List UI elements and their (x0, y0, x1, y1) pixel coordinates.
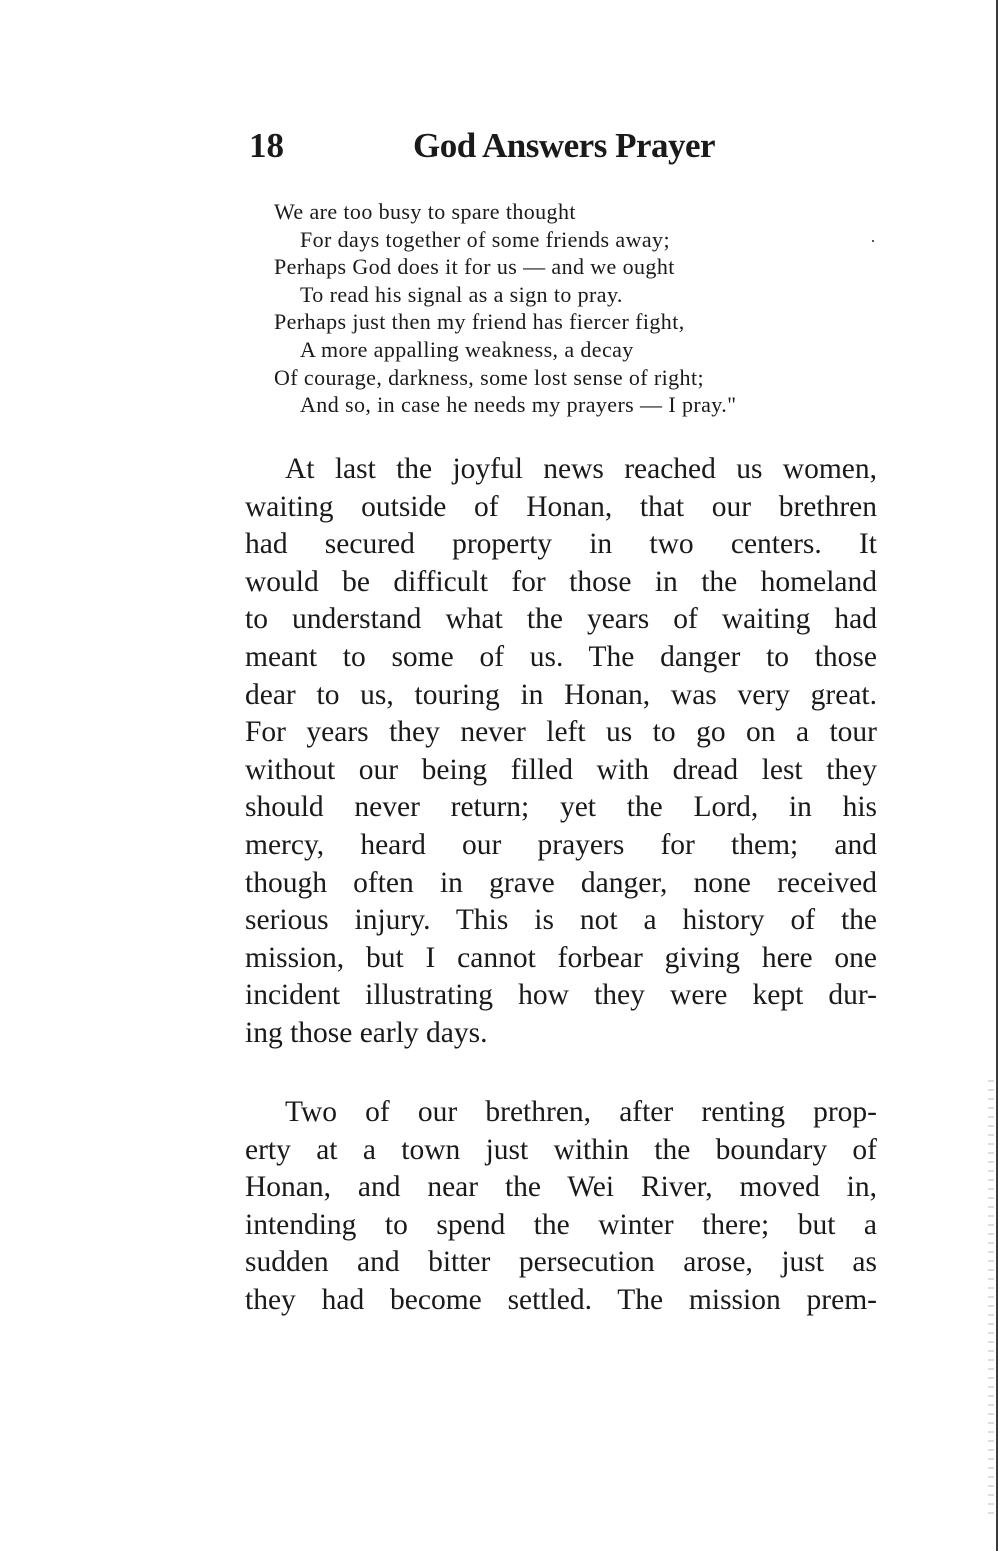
poem-line: A more appalling weakness, a decay (300, 336, 634, 362)
page-header (245, 118, 885, 174)
paragraph-line: serious injury. This is not a history of the (245, 904, 877, 937)
paragraph-line: dear to us, touring in Honan, was very great. (245, 678, 877, 711)
page-number: 18 (249, 126, 284, 165)
poem-line: Perhaps God does it for us — and we ought (274, 254, 675, 280)
paragraph-line: For years they never left us to go on a tour (245, 716, 877, 749)
paragraph-line: would be difficult for those in the homeland (245, 565, 877, 598)
paragraph-line: mercy, heard our prayers for them; and (245, 828, 877, 861)
poem-line: To read his signal as a sign to pray. (300, 281, 623, 307)
poem-line: Perhaps just then my friend has fiercer fight, (274, 309, 685, 335)
paragraph-line: though often in grave danger, none received (245, 866, 877, 899)
poem-line: We are too busy to spare thought (274, 199, 576, 224)
paragraph-line: had secured property in two centers. It (245, 528, 877, 561)
paragraph-line: mission, but I cannot forbear giving here one (245, 941, 877, 974)
paragraph-line: waiting outside of Honan, that our brethren (245, 490, 877, 523)
poem-line: For days together of some friends away; (300, 226, 670, 252)
scan-speck (872, 240, 874, 242)
paragraph-line: sudden and bitter persecution arose, just as (245, 1246, 877, 1279)
poem-line: Of courage, darkness, some lost sense of right; (274, 364, 704, 390)
poem-line: And so, in case he needs my prayers — I pray." (300, 392, 737, 418)
scan-edge-line (996, 0, 998, 1551)
paragraph-line: without our being filled with dread lest they (245, 753, 877, 786)
body-paragraph (245, 451, 877, 1053)
paragraph-line: At last the joyful news reached us women, (285, 453, 877, 485)
paragraph-line: should never return; yet the Lord, in his (245, 791, 877, 824)
paragraph-line: meant to some of us. The danger to those (245, 640, 877, 673)
paragraph-line: Two of our brethren, after renting prop- (285, 1096, 877, 1128)
paragraph-line: incident illustrating how they were kept dur- (245, 979, 877, 1012)
paragraph-line: ing those early days. (245, 1016, 488, 1049)
paragraph-line: erty at a town just within the boundary of (245, 1133, 877, 1166)
paragraph-line: to understand what the years of waiting had (245, 603, 877, 636)
paragraph-line: Honan, and near the Wei River, moved in, (245, 1171, 877, 1204)
paragraph-line: they had become settled. The mission prem- (245, 1283, 877, 1316)
body-paragraph (245, 1094, 877, 1320)
paragraph-line: intending to spend the winter there; but a (245, 1208, 877, 1241)
running-title: God Answers Prayer (413, 126, 716, 165)
poem-quote (274, 198, 874, 419)
scan-edge-speckle (988, 1080, 994, 1520)
